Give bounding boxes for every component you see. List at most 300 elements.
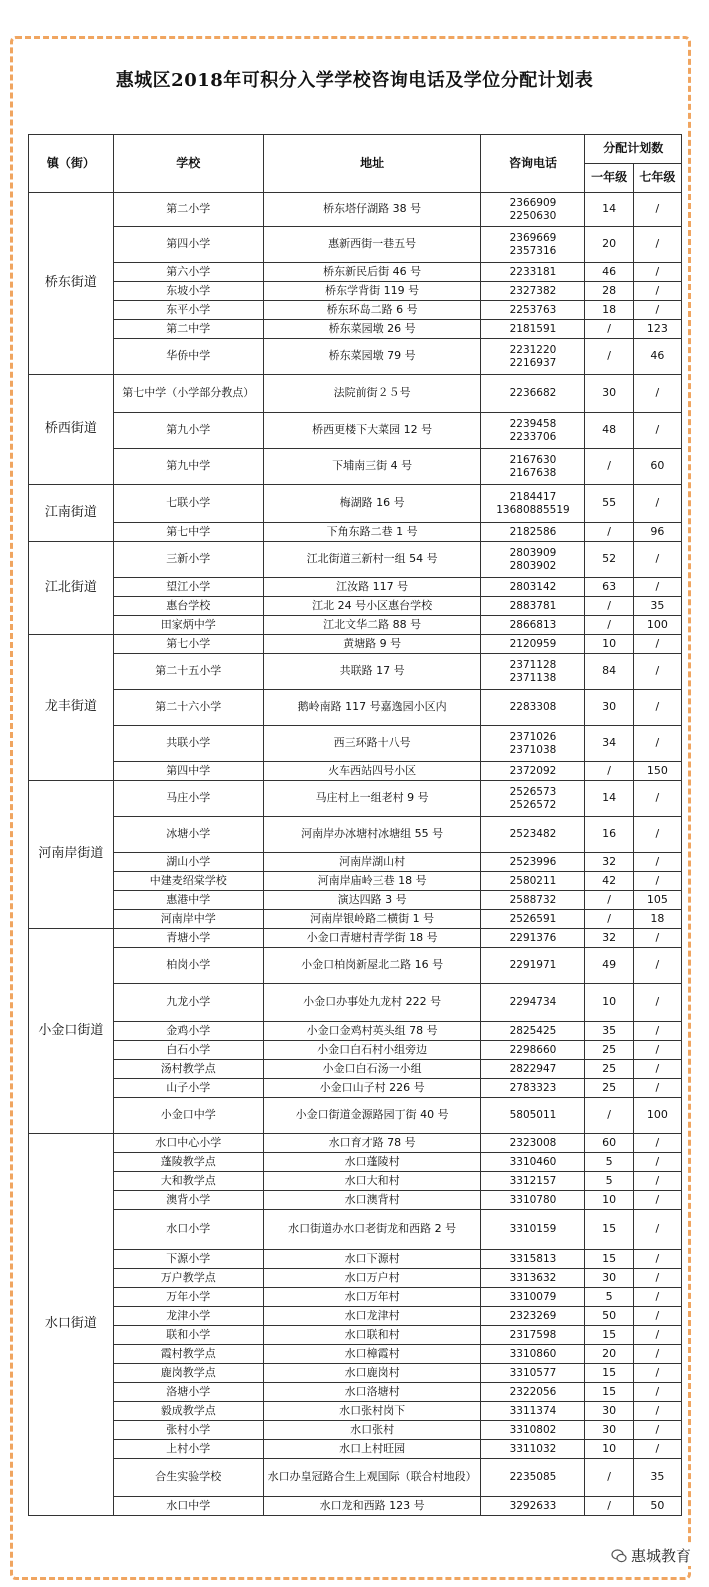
grade1-cell: 5 <box>585 1172 633 1191</box>
grade7-cell: / <box>633 1440 681 1459</box>
address-cell: 江北文华二路 88 号 <box>263 616 481 635</box>
school-cell: 第二十六小学 <box>113 690 263 726</box>
grade7-cell: / <box>633 948 681 984</box>
grade7-cell: 123 <box>633 320 681 339</box>
school-cell: 东坡小学 <box>113 282 263 301</box>
header-address: 地址 <box>263 135 481 193</box>
phone-number: 13680885519 <box>496 503 570 516</box>
phone-number: 3292633 <box>509 1499 557 1512</box>
grade1-cell: 48 <box>585 413 633 449</box>
phone-cell <box>481 1402 585 1421</box>
phone-number: 2233706 <box>509 430 557 443</box>
phone-cell <box>481 781 585 817</box>
table-row <box>29 1041 682 1060</box>
school-cell: 张村小学 <box>113 1421 263 1440</box>
address-cell: 水口联和村 <box>263 1326 481 1345</box>
school-cell: 山子小学 <box>113 1079 263 1098</box>
address-cell: 水口下源村 <box>263 1250 481 1269</box>
grade7-cell: / <box>633 282 681 301</box>
grade7-cell: / <box>633 1250 681 1269</box>
grade1-cell: / <box>585 339 633 375</box>
phone-number: 3313632 <box>509 1271 557 1284</box>
phone-number: 2371138 <box>509 671 557 684</box>
phone-number: 2803902 <box>509 559 557 572</box>
phone-number: 2181591 <box>509 322 557 335</box>
table-row <box>29 781 682 817</box>
grade1-cell: / <box>585 320 633 339</box>
table-row <box>29 872 682 891</box>
grade1-cell: 20 <box>585 1345 633 1364</box>
table-row <box>29 1191 682 1210</box>
phone-number: 2357316 <box>509 244 557 257</box>
grade1-cell: / <box>585 1098 633 1134</box>
school-cell: 毅成教学点 <box>113 1402 263 1421</box>
school-cell: 东平小学 <box>113 301 263 320</box>
address-cell: 水口上村旺园 <box>263 1440 481 1459</box>
school-cell: 第二中学 <box>113 320 263 339</box>
phone-number: 2323008 <box>509 1136 557 1149</box>
grade7-cell: / <box>633 1383 681 1402</box>
grade1-cell: 52 <box>585 542 633 578</box>
address-cell: 水口万年村 <box>263 1288 481 1307</box>
grade7-cell: 35 <box>633 597 681 616</box>
phone-number: 3312157 <box>509 1174 557 1187</box>
address-cell: 水口澳背村 <box>263 1191 481 1210</box>
address-cell: 鹅岭南路 117 号嘉逸园小区内 <box>263 690 481 726</box>
phone-cell <box>481 853 585 872</box>
table-row <box>29 1402 682 1421</box>
grade7-cell: 100 <box>633 616 681 635</box>
header-town: 镇（街） <box>29 135 114 193</box>
phone-number: 2182586 <box>509 525 557 538</box>
town-cell: 小金口街道 <box>29 929 114 1134</box>
school-cell: 第九小学 <box>113 413 263 449</box>
phone-number: 2369669 <box>509 232 557 245</box>
grade1-cell: / <box>585 616 633 635</box>
school-cell: 龙津小学 <box>113 1307 263 1326</box>
phone-number: 3311374 <box>509 1404 557 1417</box>
table-row <box>29 1022 682 1041</box>
phone-number: 2372092 <box>509 764 557 777</box>
grade7-cell: / <box>633 1153 681 1172</box>
table-row <box>29 282 682 301</box>
school-cell: 三新小学 <box>113 542 263 578</box>
phone-number: 2366909 <box>509 197 557 210</box>
table-row <box>29 616 682 635</box>
phone-number: 2371038 <box>509 743 557 756</box>
address-cell: 河南岸银岭路二横街 1 号 <box>263 910 481 929</box>
address-cell: 桥东学背街 119 号 <box>263 282 481 301</box>
phone-number: 2253763 <box>509 303 557 316</box>
phone-number: 2184417 <box>509 491 557 504</box>
phone-cell <box>481 817 585 853</box>
phone-cell <box>481 320 585 339</box>
address-cell: 小金口柏岗新屋北二路 16 号 <box>263 948 481 984</box>
table-row <box>29 1269 682 1288</box>
address-cell: 惠新西街一巷五号 <box>263 227 481 263</box>
phone-cell <box>481 193 585 227</box>
school-cell: 第七小学 <box>113 635 263 654</box>
phone-cell <box>481 339 585 375</box>
phone-number: 2526572 <box>509 798 557 811</box>
phone-number: 2216937 <box>509 356 557 369</box>
phone-cell <box>481 282 585 301</box>
town-cell: 桥东街道 <box>29 193 114 375</box>
phone-number: 3310460 <box>509 1155 557 1168</box>
grade7-cell: / <box>633 1134 681 1153</box>
address-cell: 水口街道办水口老街龙和西路 2 号 <box>263 1210 481 1250</box>
school-cell: 七联小学 <box>113 485 263 523</box>
phone-number: 2236682 <box>509 387 557 400</box>
phone-cell <box>481 872 585 891</box>
grade7-cell: / <box>633 1041 681 1060</box>
phone-number: 3315813 <box>509 1252 557 1265</box>
grade7-cell: / <box>633 1345 681 1364</box>
school-cell: 鹿岗教学点 <box>113 1364 263 1383</box>
address-cell: 马庄村上一组老村 9 号 <box>263 781 481 817</box>
school-cell: 万年小学 <box>113 1288 263 1307</box>
grade7-cell: / <box>633 984 681 1022</box>
grade1-cell: / <box>585 523 633 542</box>
table-body <box>29 193 682 1516</box>
address-cell: 法院前街２５号 <box>263 375 481 413</box>
phone-number: 2588732 <box>509 893 557 906</box>
grade7-cell: / <box>633 726 681 762</box>
address-cell: 河南岸办冰塘村冰塘组 55 号 <box>263 817 481 853</box>
grade1-cell: 46 <box>585 263 633 282</box>
grade1-cell: 15 <box>585 1210 633 1250</box>
town-cell: 河南岸街道 <box>29 781 114 929</box>
phone-number: 2323269 <box>509 1309 557 1322</box>
grade7-cell: / <box>633 929 681 948</box>
phone-number: 2526591 <box>509 912 557 925</box>
address-cell: 江北 24 号小区惠台学校 <box>263 597 481 616</box>
grade7-cell: / <box>633 1288 681 1307</box>
grade1-cell: 10 <box>585 984 633 1022</box>
phone-cell <box>481 1269 585 1288</box>
grade1-cell: 5 <box>585 1153 633 1172</box>
grade1-cell: / <box>585 762 633 781</box>
table-row <box>29 1440 682 1459</box>
table-row <box>29 227 682 263</box>
address-cell: 水口大和村 <box>263 1172 481 1191</box>
grade1-cell: 30 <box>585 1402 633 1421</box>
school-cell: 第二小学 <box>113 193 263 227</box>
address-cell: 江北街道三新村一组 54 号 <box>263 542 481 578</box>
school-cell: 大和教学点 <box>113 1172 263 1191</box>
address-cell: 小金口青塘村青学街 18 号 <box>263 929 481 948</box>
grade7-cell: / <box>633 1307 681 1326</box>
grade1-cell: 42 <box>585 872 633 891</box>
school-cell: 九龙小学 <box>113 984 263 1022</box>
address-cell: 水口育才路 78 号 <box>263 1134 481 1153</box>
grade1-cell: 32 <box>585 929 633 948</box>
grade7-cell: / <box>633 542 681 578</box>
phone-cell <box>481 449 585 485</box>
grade7-cell: / <box>633 690 681 726</box>
phone-cell <box>481 1098 585 1134</box>
grade7-cell: 105 <box>633 891 681 910</box>
address-cell: 水口万户村 <box>263 1269 481 1288</box>
grade7-cell: / <box>633 817 681 853</box>
grade1-cell: 60 <box>585 1134 633 1153</box>
phone-cell <box>481 1022 585 1041</box>
table-row <box>29 301 682 320</box>
table-row <box>29 1421 682 1440</box>
table-row <box>29 542 682 578</box>
phone-cell <box>481 1345 585 1364</box>
table-row <box>29 1153 682 1172</box>
table-row <box>29 1288 682 1307</box>
document-title: 惠城区2018年可积分入学学校咨询电话及学位分配计划表 <box>115 70 594 91</box>
grade7-cell: / <box>633 1060 681 1079</box>
address-cell: 水口蓬陵村 <box>263 1153 481 1172</box>
grade1-cell: 34 <box>585 726 633 762</box>
address-cell: 小金口办事处九龙村 222 号 <box>263 984 481 1022</box>
school-cell: 柏岗小学 <box>113 948 263 984</box>
phone-number: 2239458 <box>509 418 557 431</box>
school-cell: 河南岸中学 <box>113 910 263 929</box>
grade1-cell: 15 <box>585 1326 633 1345</box>
grade1-cell: 15 <box>585 1250 633 1269</box>
phone-cell <box>481 542 585 578</box>
address-cell: 水口鹿岗村 <box>263 1364 481 1383</box>
address-cell: 江汝路 117 号 <box>263 578 481 597</box>
grade1-cell: 10 <box>585 1440 633 1459</box>
table-row <box>29 1250 682 1269</box>
phone-cell <box>481 984 585 1022</box>
table-row <box>29 1172 682 1191</box>
grade1-cell: 15 <box>585 1383 633 1402</box>
phone-number: 3310860 <box>509 1347 557 1360</box>
phone-number: 3310079 <box>509 1290 557 1303</box>
address-cell: 水口张村 <box>263 1421 481 1440</box>
phone-number: 3310577 <box>509 1366 557 1379</box>
phone-cell <box>481 948 585 984</box>
phone-cell <box>481 1250 585 1269</box>
address-cell: 共联路 17 号 <box>263 654 481 690</box>
table-row <box>29 449 682 485</box>
grade1-cell: / <box>585 1459 633 1497</box>
phone-number: 2298660 <box>509 1043 557 1056</box>
address-cell: 小金口白石村小组旁边 <box>263 1041 481 1060</box>
phone-cell <box>481 1364 585 1383</box>
school-cell: 第四中学 <box>113 762 263 781</box>
grade1-cell: 20 <box>585 227 633 263</box>
school-cell: 第二十五小学 <box>113 654 263 690</box>
header-plan: 分配计划数 <box>585 135 682 164</box>
phone-number: 2167638 <box>509 466 557 479</box>
address-cell: 河南岸湖山村 <box>263 853 481 872</box>
table-row <box>29 597 682 616</box>
table-row <box>29 263 682 282</box>
grade7-cell: 50 <box>633 1497 681 1516</box>
table-row <box>29 948 682 984</box>
grade7-cell: 46 <box>633 339 681 375</box>
address-cell: 桥东环岛二路 6 号 <box>263 301 481 320</box>
table-row <box>29 1383 682 1402</box>
phone-number: 3311032 <box>509 1442 557 1455</box>
table-row <box>29 1326 682 1345</box>
table-row <box>29 193 682 227</box>
header-phone: 咨询电话 <box>481 135 585 193</box>
phone-number: 2883781 <box>509 599 557 612</box>
grade1-cell: / <box>585 891 633 910</box>
table-row <box>29 853 682 872</box>
table-row <box>29 1497 682 1516</box>
phone-cell <box>481 485 585 523</box>
school-cell: 合生实验学校 <box>113 1459 263 1497</box>
address-cell: 演达四路 3 号 <box>263 891 481 910</box>
grade1-cell: 30 <box>585 375 633 413</box>
phone-number: 3310780 <box>509 1193 557 1206</box>
address-cell: 火车西站四号小区 <box>263 762 481 781</box>
grade7-cell: / <box>633 375 681 413</box>
school-cell: 水口小学 <box>113 1210 263 1250</box>
school-cell: 湖山小学 <box>113 853 263 872</box>
grade7-cell: / <box>633 301 681 320</box>
grade1-cell: 25 <box>585 1060 633 1079</box>
phone-number: 5805011 <box>509 1109 557 1122</box>
table-row <box>29 654 682 690</box>
phone-number: 2523482 <box>509 828 557 841</box>
phone-cell <box>481 1134 585 1153</box>
phone-cell <box>481 1383 585 1402</box>
phone-number: 2283308 <box>509 701 557 714</box>
school-cell: 共联小学 <box>113 726 263 762</box>
grade7-cell: / <box>633 1191 681 1210</box>
school-cell: 洛塘小学 <box>113 1383 263 1402</box>
address-cell: 小金口山子村 226 号 <box>263 1079 481 1098</box>
grade1-cell: 35 <box>585 1022 633 1041</box>
table-row <box>29 375 682 413</box>
grade1-cell: 10 <box>585 635 633 654</box>
phone-number: 2371026 <box>509 731 557 744</box>
phone-cell <box>481 1210 585 1250</box>
grade1-cell: 30 <box>585 1269 633 1288</box>
grade1-cell: 50 <box>585 1307 633 1326</box>
phone-cell <box>481 1440 585 1459</box>
grade1-cell: 10 <box>585 1191 633 1210</box>
grade7-cell: / <box>633 413 681 449</box>
grade7-cell: / <box>633 1269 681 1288</box>
address-cell: 河南岸庙岭三巷 18 号 <box>263 872 481 891</box>
address-cell: 水口洛塘村 <box>263 1383 481 1402</box>
grade1-cell: 30 <box>585 690 633 726</box>
grade1-cell: 49 <box>585 948 633 984</box>
table-row <box>29 690 682 726</box>
grade7-cell: / <box>633 872 681 891</box>
phone-cell <box>481 1172 585 1191</box>
phone-cell <box>481 227 585 263</box>
table-row <box>29 1345 682 1364</box>
grade1-cell: 25 <box>585 1079 633 1098</box>
grade1-cell: 55 <box>585 485 633 523</box>
grade7-cell: 35 <box>633 1459 681 1497</box>
school-cell: 上村小学 <box>113 1440 263 1459</box>
phone-cell <box>481 1191 585 1210</box>
table-row <box>29 339 682 375</box>
school-cell: 万户教学点 <box>113 1269 263 1288</box>
school-cell: 冰塘小学 <box>113 817 263 853</box>
phone-cell <box>481 910 585 929</box>
grade7-cell: / <box>633 1079 681 1098</box>
town-cell: 桥西街道 <box>29 375 114 485</box>
grade7-cell: / <box>633 635 681 654</box>
school-cell: 联和小学 <box>113 1326 263 1345</box>
address-cell: 黄塘路 9 号 <box>263 635 481 654</box>
phone-number: 2825425 <box>509 1024 557 1037</box>
phone-cell <box>481 523 585 542</box>
phone-number: 2167630 <box>509 454 557 467</box>
address-cell: 桥东菜园墩 79 号 <box>263 339 481 375</box>
grade7-cell: / <box>633 781 681 817</box>
school-cell: 第七中学 <box>113 523 263 542</box>
grade7-cell: 60 <box>633 449 681 485</box>
phone-number: 2371128 <box>509 659 557 672</box>
phone-number: 2526573 <box>509 786 557 799</box>
grade1-cell: 14 <box>585 193 633 227</box>
phone-cell <box>481 413 585 449</box>
school-cell: 第六小学 <box>113 263 263 282</box>
table-row <box>29 1134 682 1153</box>
address-cell: 桥东塔仔湖路 38 号 <box>263 193 481 227</box>
table-row <box>29 413 682 449</box>
phone-number: 3310159 <box>509 1223 557 1236</box>
school-cell: 白石小学 <box>113 1041 263 1060</box>
phone-number: 2327382 <box>509 284 557 297</box>
grade7-cell: / <box>633 578 681 597</box>
table-row <box>29 1079 682 1098</box>
grade7-cell: / <box>633 193 681 227</box>
phone-number: 2294734 <box>509 996 557 1009</box>
footer-watermark <box>609 1545 693 1566</box>
school-cell: 马庄小学 <box>113 781 263 817</box>
phone-number: 2580211 <box>509 874 557 887</box>
table-row <box>29 929 682 948</box>
school-cell: 金鸡小学 <box>113 1022 263 1041</box>
phone-number: 2120959 <box>509 637 557 650</box>
grade1-cell: 18 <box>585 301 633 320</box>
table-row <box>29 891 682 910</box>
grade1-cell: 28 <box>585 282 633 301</box>
town-cell: 江南街道 <box>29 485 114 542</box>
phone-number: 2803142 <box>509 580 557 593</box>
phone-number: 2233181 <box>509 265 557 278</box>
table-row <box>29 726 682 762</box>
town-cell: 龙丰街道 <box>29 635 114 781</box>
school-cell: 蓬陵教学点 <box>113 1153 263 1172</box>
grade7-cell: / <box>633 1421 681 1440</box>
school-cell: 汤村教学点 <box>113 1060 263 1079</box>
grade7-cell: 96 <box>633 523 681 542</box>
table-row <box>29 1459 682 1497</box>
phone-cell <box>481 1421 585 1440</box>
phone-cell <box>481 263 585 282</box>
table-row <box>29 984 682 1022</box>
phone-cell <box>481 597 585 616</box>
school-cell: 中建麦绍棠学校 <box>113 872 263 891</box>
phone-number: 2235085 <box>509 1471 557 1484</box>
phone-cell <box>481 891 585 910</box>
table-row <box>29 1098 682 1134</box>
grade7-cell: / <box>633 654 681 690</box>
phone-number: 2317598 <box>509 1328 557 1341</box>
wechat-icon <box>611 1548 627 1564</box>
address-cell: 下埔南三街 4 号 <box>263 449 481 485</box>
grade7-cell: 150 <box>633 762 681 781</box>
phone-cell <box>481 1041 585 1060</box>
